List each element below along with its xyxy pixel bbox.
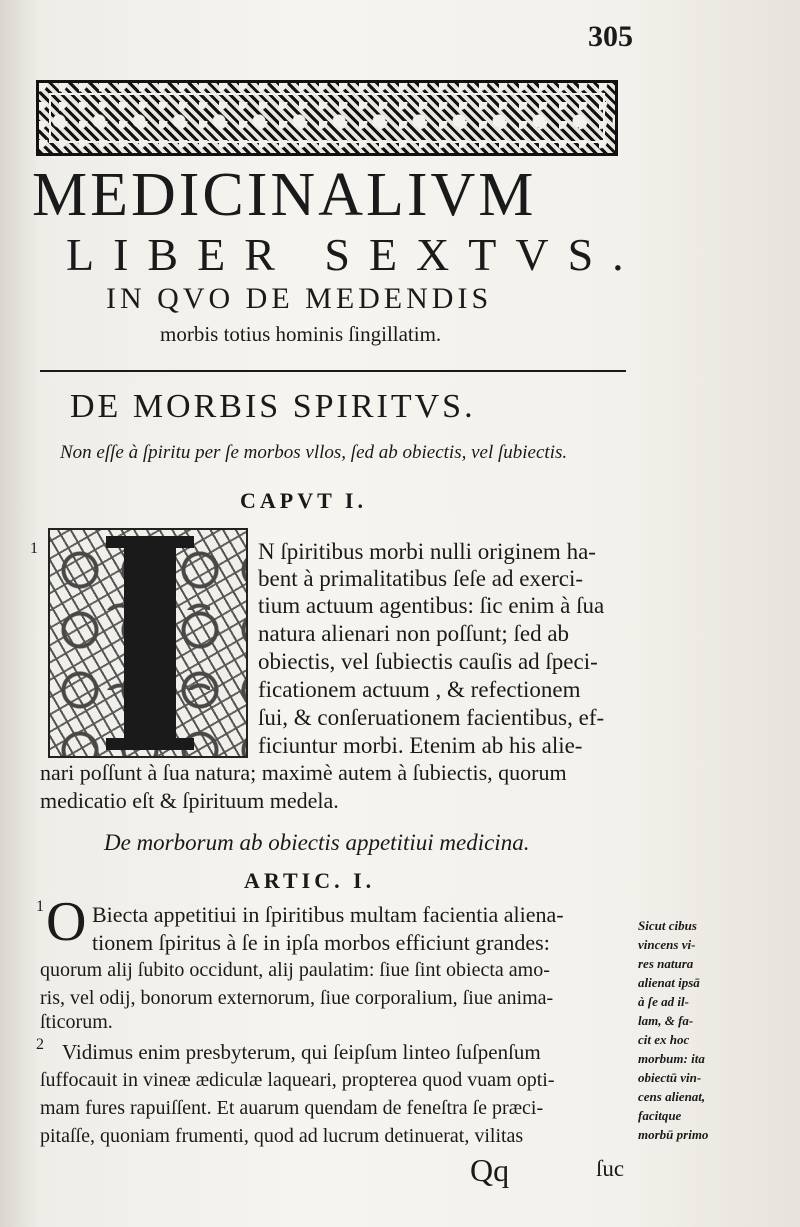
marginal-note-line: res natura	[638, 956, 694, 971]
paragraph-line: Biecta appetitiui in ſpiritibus multam facientia aliena-	[92, 902, 564, 927]
section-heading: DE MORBIS SPIRITVS.	[70, 388, 476, 425]
marginal-note-line: obiectū vin-	[638, 1070, 702, 1085]
horizontal-rule	[40, 370, 626, 372]
marginal-note-line: morbū primo	[638, 1127, 709, 1142]
margin-number: 1	[30, 540, 38, 557]
paragraph-line: obiectis, vel ſubiectis cauſis ad ſpeci-	[258, 649, 598, 674]
paragraph-line: ſticorum.	[40, 1011, 113, 1033]
paragraph-line: nari poſſunt à ſua natura; maximè autem à ſubiectis, quorum	[40, 760, 567, 785]
marginal-note	[638, 916, 750, 1144]
decorative-headpiece	[36, 80, 618, 156]
marginal-note-line: lam, & fa-	[638, 1013, 694, 1028]
margin-number: 1	[36, 898, 44, 915]
title-line-2: LIBER SEXTVS.	[66, 229, 643, 280]
title-line-3: IN QVO DE MEDENDIS	[106, 282, 493, 315]
marginal-note-line: à ſe ad il-	[638, 994, 689, 1009]
initial-letter-i	[124, 536, 176, 750]
paragraph-line: N ſpiritibus morbi nulli originem ha-	[258, 539, 596, 564]
article-subheading: De morborum ab obiectis appetitiui medicina.	[104, 830, 530, 855]
paragraph-line: tionem ſpiritus à ſe in ipſa morbos efficiunt grandes:	[92, 930, 550, 955]
decorated-initial	[48, 528, 248, 758]
title-line-1: MEDICINALIVM	[32, 161, 537, 229]
marginal-note-line: facitque	[638, 1108, 682, 1123]
chapter-heading: CAPVT I.	[240, 488, 367, 513]
margin-number: 2	[36, 1036, 44, 1053]
catchword: ſuc	[596, 1156, 625, 1181]
section-subheading: Non eſſe à ſpiritu per ſe morbos vllos, ſed ab obiectis, vel ſubiectis.	[60, 442, 568, 463]
article-heading: ARTIC. I.	[244, 868, 376, 893]
paragraph-line: ſuffocauit in vineæ ædiculæ laqueari, propterea quod vuam opti-	[40, 1069, 555, 1091]
marginal-note-line: cens alienat,	[638, 1089, 706, 1104]
paragraph-line: mam fures rapuiſſent. Et auarum quendam de feneſtra ſe præci-	[40, 1097, 544, 1119]
signature-mark: Qq	[470, 1152, 510, 1188]
page-number: 305	[588, 20, 633, 53]
paragraph-line: ficiuntur morbi. Etenim ab his alie-	[258, 733, 583, 758]
paragraph-line: Vidimus enim presbyterum, qui ſeipſum linteo ſuſpenſum	[62, 1040, 541, 1064]
paragraph-line: tium actuum agentibus: ſic enim à ſua	[258, 593, 605, 618]
paragraph-line: ſui, & conſeruationem facientibus, ef-	[258, 705, 605, 730]
paragraph-line: natura alienari non poſſunt; ſed ab	[258, 621, 570, 646]
paragraph-line: ris, vel odij, bonorum externorum, ſiue corporalium, ſiue anima-	[40, 987, 554, 1009]
paragraph-line: bent à primalitatibus ſeſe ad exerci-	[258, 566, 584, 591]
paragraph-line: ficationem actuum , & refectionem	[258, 677, 581, 702]
marginal-note-line: Sicut cibus	[638, 918, 697, 933]
title-line-4: morbis totius hominis ſingillatim.	[160, 322, 442, 346]
headpiece-border	[49, 93, 605, 143]
marginal-note-line: cit ex hoc	[638, 1032, 690, 1047]
marginal-note-line: vincens vi-	[638, 937, 696, 952]
marginal-note-line: alienat ipsā	[638, 975, 700, 990]
paragraph-line: quorum alij ſubito occidunt, alij paulatim: ſiue ſint obiecta amo-	[40, 959, 550, 981]
initial-letter-o: O	[46, 891, 87, 953]
paragraph-line: medicatio eſt & ſpirituum medela.	[40, 788, 339, 813]
marginal-note-line: morbum: ita	[638, 1051, 705, 1066]
paragraph-line: pitaſſe, quoniam frumenti, quod ad lucrum detinuerat, vilitas	[40, 1125, 524, 1147]
